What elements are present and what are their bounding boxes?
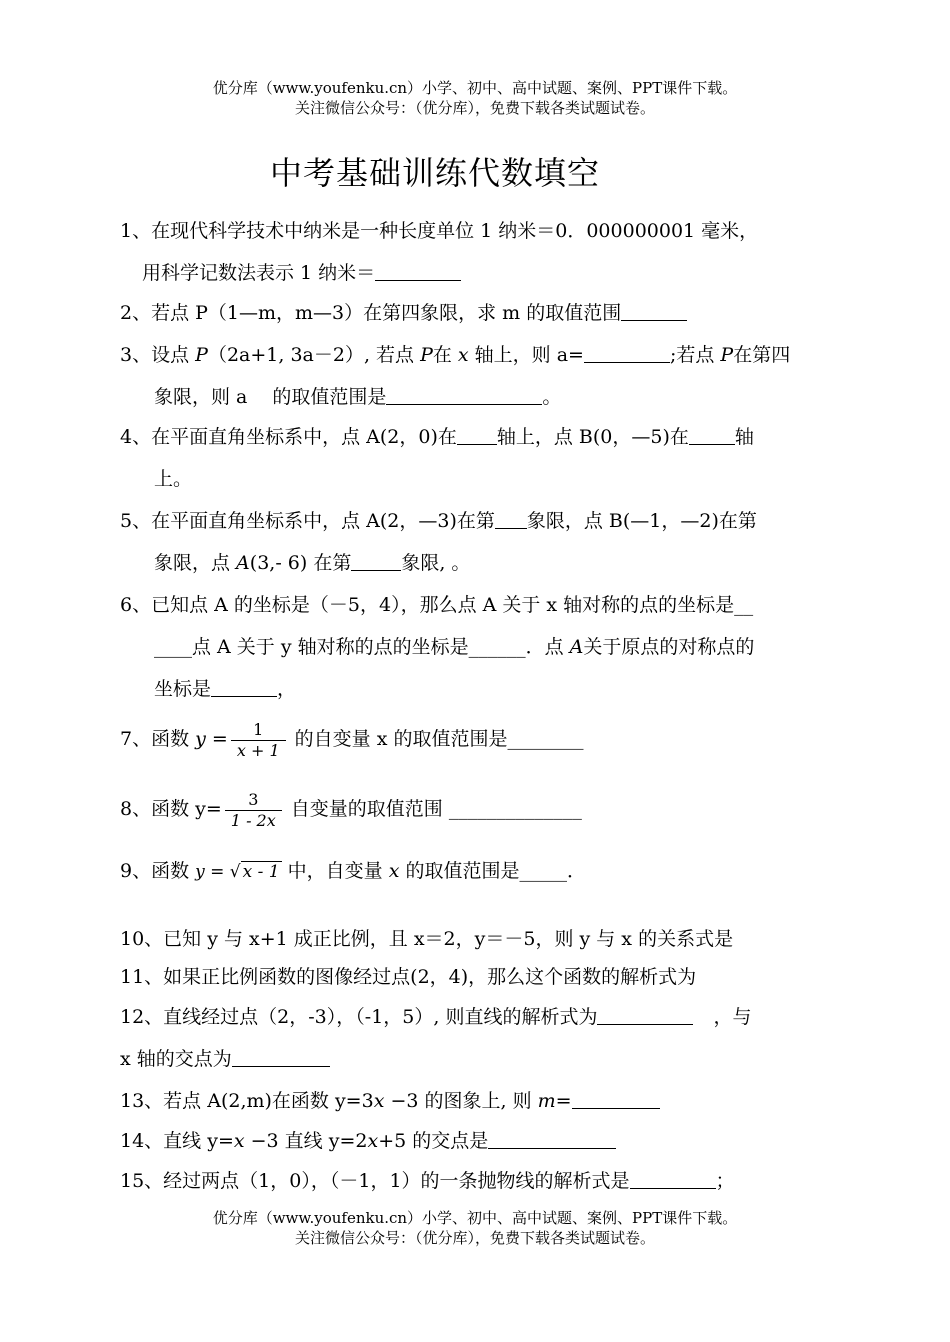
question-11 [120,956,840,998]
answer-blank [495,506,527,529]
q3-text: ;若点 [669,344,721,366]
question-2-text: 2、若点 P（1—m，m—3）在第四象限，求 m 的取值范围 [120,302,622,324]
q7-text: 的自变量 x 的取值范围是________ [288,728,584,750]
q7-var-y: y = [195,728,228,750]
page-footer [0,1208,950,1248]
footer-line-1: 优分库（www.youfenku.cn）小学、初中、高中试题、案例、PPT课件下载。 [212,1209,738,1227]
question-11-text: 11、如果正比例函数的图像经过点(2，4)，那么这个函数的解析式为 [120,966,697,988]
q13-text: 13、若点 A(2,m)在函数 y=3 [120,1090,374,1112]
q8-text: 自变量的取值范围 ______________ [284,798,582,820]
q3-text: 3、设点 [120,344,196,366]
page-header [0,78,950,118]
question-1-line-1: 1、在现代科学技术中纳米是一种长度单位 1 纳米＝0．000000001 毫米， [120,220,759,242]
fraction-denominator: x + 1 [236,740,280,760]
q3-text: 轴上，则 a= [468,344,584,366]
q3-var-p: P [720,344,734,366]
question-9 [120,850,840,893]
fraction [225,790,282,831]
q13-text: −3 的图象上, 则 [384,1090,538,1112]
q14-var-x: x [367,1130,379,1152]
q5-text: 5、在平面直角坐标系中，点 A(2，—3)在第 [120,510,495,532]
question-8 [120,788,840,831]
fraction-numerator: 3 [225,790,282,811]
fraction [231,720,286,761]
q3-var-p: P [420,344,433,366]
q6-text: 坐标是 [154,678,212,700]
question-1-line-2 [120,252,840,294]
q5-text: 象限，点 [154,552,237,574]
answer-blank [211,674,277,697]
q6-text: 关于原点的对称点的 [583,636,755,658]
q9-text: 中，自变量 [281,860,389,882]
answer-blank [351,548,401,571]
header-line-1: 优分库（www.youfenku.cn）小学、初中、高中试题、案例、PPT课件下载。 [212,79,738,97]
q3-var-p: P [195,344,208,366]
question-4-line-2: 上。 [154,468,193,490]
q6-text: ____点 A 关于 y 轴对称的点的坐标是______．点 [154,636,570,658]
q4-text: 4、在平面直角坐标系中，点 A(2，0)在 [120,426,457,448]
q9-text: 9、函数 [120,860,196,882]
question-3-line-2 [120,376,840,418]
question-6-line-1: 6、已知点 A 的坐标是（－5，4），那么点 A 关于 x 轴对称的点的坐标是__ [120,594,754,616]
answer-blank [572,1086,660,1109]
answer-blank [689,422,735,445]
q14-text: +5 的交点是 [378,1130,489,1152]
q3-text: 。 [542,386,562,408]
answer-blank [457,422,497,445]
question-14 [120,1120,840,1162]
q7-text: 7、函数 [120,728,196,750]
answer-blank [488,1126,616,1149]
question-6 [120,584,840,710]
answer-blank [375,258,461,281]
question-10 [120,918,840,960]
square-root: y = √ x - 1 [195,862,280,882]
question-1-text: 用科学记数法表示 1 纳米＝ [142,262,376,284]
question-10-text: 10、已知 y 与 x+1 成正比例，且 x＝2，y＝－5，则 y 与 x 的关系式是 [120,928,734,950]
q14-var-x: x [233,1130,245,1152]
question-15 [120,1160,840,1202]
header-line-2: 关注微信公众号：（优分库），免费下载各类试题试卷。 [294,99,655,117]
q4-text: 轴 [734,426,754,448]
q3-text: 在 [432,344,458,366]
answer-blank [621,298,687,321]
q13-var-x: x [373,1090,385,1112]
question-7 [120,718,840,761]
answer-blank [386,382,542,405]
question-5 [120,500,840,584]
question-5-line-2 [120,542,840,584]
radicand: x - 1 [242,862,280,882]
q6-var-a: A [569,636,584,658]
question-6-line-3 [120,668,840,710]
question-12-line-2 [120,1038,840,1080]
q3-text: 象限，则 a 的取值范围是 [154,386,387,408]
question-4 [120,416,840,500]
footer-line-2: 关注微信公众号：（优分库），免费下载各类试题试卷。 [294,1229,655,1247]
q13-text: = [555,1090,572,1112]
q12-text: 12、直线经过点（2，-3），（-1，5）, 则直线的解析式为 [120,1006,598,1028]
question-3 [120,334,840,418]
q5-text: 象限，点 B(—1，—2)在第 [526,510,757,532]
q9-var-y: y = [195,862,230,882]
q6-text: ， [277,678,297,700]
question-12 [120,996,840,1080]
answer-blank [597,1002,693,1025]
q3-text: （2a+1, 3a－2）, 若点 [207,344,421,366]
fraction-numerator: 1 [231,720,286,741]
q15-text: ； [715,1170,735,1192]
q15-text: 15、经过两点（1，0），（－1，1）的一条抛物线的解析式是 [120,1170,630,1192]
q14-text: 14、直线 y= [120,1130,234,1152]
answer-blank [232,1044,330,1067]
q3-var-x: x [457,344,469,366]
question-2 [120,292,840,334]
q9-text: 的取值范围是_____． [399,860,586,882]
q5-text: (3,- 6) 在第 [249,552,352,574]
q12-text: x 轴的交点为 [120,1048,232,1070]
question-1 [120,210,840,294]
answer-blank [584,340,670,363]
question-6-line-2 [120,626,840,668]
q14-text: −3 直线 y=2 [244,1130,368,1152]
q12-text: ，与 [713,1006,752,1028]
q3-text: 在第四 [733,344,791,366]
document-title: 中考基础训练代数填空 [269,154,600,192]
q9-var-x: x [388,860,400,882]
q5-text: 象限, 。 [401,552,471,574]
q5-var-a: A [236,552,250,574]
answer-blank [630,1166,716,1189]
question-13 [120,1080,840,1122]
fraction-denominator: 1 - 2x [230,810,276,830]
q4-text: 轴上，点 B(0，—5)在 [496,426,689,448]
q13-var-m: m [537,1090,556,1112]
q8-text: 8、函数 y= [120,798,222,820]
